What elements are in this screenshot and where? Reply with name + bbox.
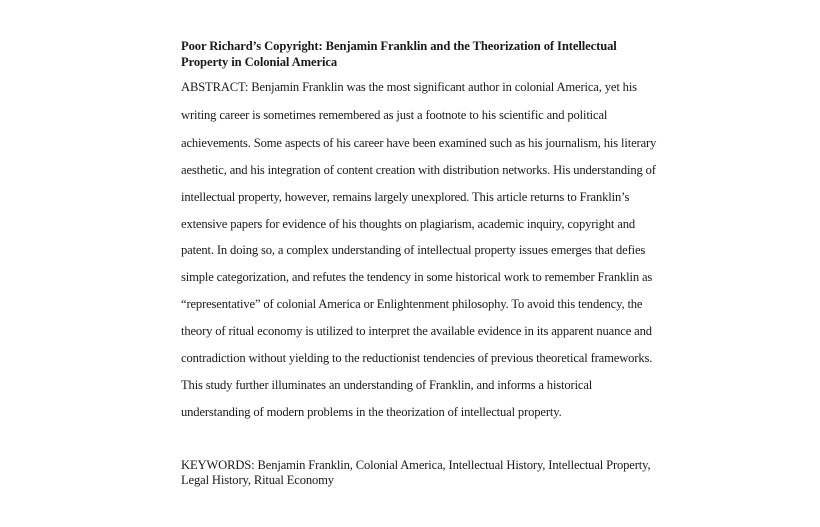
- abstract-line: understanding of modern problems in the theorization of intellectual property.: [181, 405, 562, 419]
- keywords: [181, 458, 651, 488]
- abstract-line: This study further illuminates an understanding of Franklin, and informs a historical: [181, 378, 593, 392]
- abstract-line: patent. In doing so, a complex understanding of intellectual property issues emerges that defies: [181, 243, 646, 257]
- abstract-line: ABSTRACT: Benjamin Franklin was the most significant author in colonial America, yet his: [181, 80, 637, 94]
- abstract-line: intellectual property, however, remains largely unexplored. This article returns to Franklin’s: [181, 190, 630, 204]
- keywords-line-1: KEYWORDS: Benjamin Franklin, Colonial America, Intellectual History, Intellectual Property,: [181, 458, 651, 472]
- paper-title-line-1: Poor Richard’s Copyright: Benjamin Franklin and the Theorization of Intellectual: [181, 39, 617, 53]
- abstract-line: achievements. Some aspects of his career have been examined such as his journalism, his literary: [181, 136, 657, 150]
- keywords-line-2: Legal History, Ritual Economy: [181, 473, 334, 487]
- paper-title: [181, 39, 651, 70]
- abstract-line: simple categorization, and refutes the tendency in some historical work to remember Franklin as: [181, 270, 653, 284]
- abstract-line: writing career is sometimes remembered as just a footnote to his scientific and political: [181, 108, 608, 122]
- abstract-line: theory of ritual economy is utilized to interpret the available evidence in its apparent nuance and: [181, 324, 652, 338]
- abstract-line: extensive papers for evidence of his thoughts on plagiarism, academic inquiry, copyright and: [181, 217, 636, 231]
- abstract-line: “representative” of colonial America or Enlightenment philosophy. To avoid this tendency, the: [181, 297, 643, 311]
- abstract-line: contradiction without yielding to the reductionist tendencies of previous theoretical frameworks.: [181, 351, 653, 365]
- abstract-line: aesthetic, and his integration of content creation with distribution networks. His understanding of: [181, 163, 656, 177]
- paper-title-line-2: Property in Colonial America: [181, 54, 338, 69]
